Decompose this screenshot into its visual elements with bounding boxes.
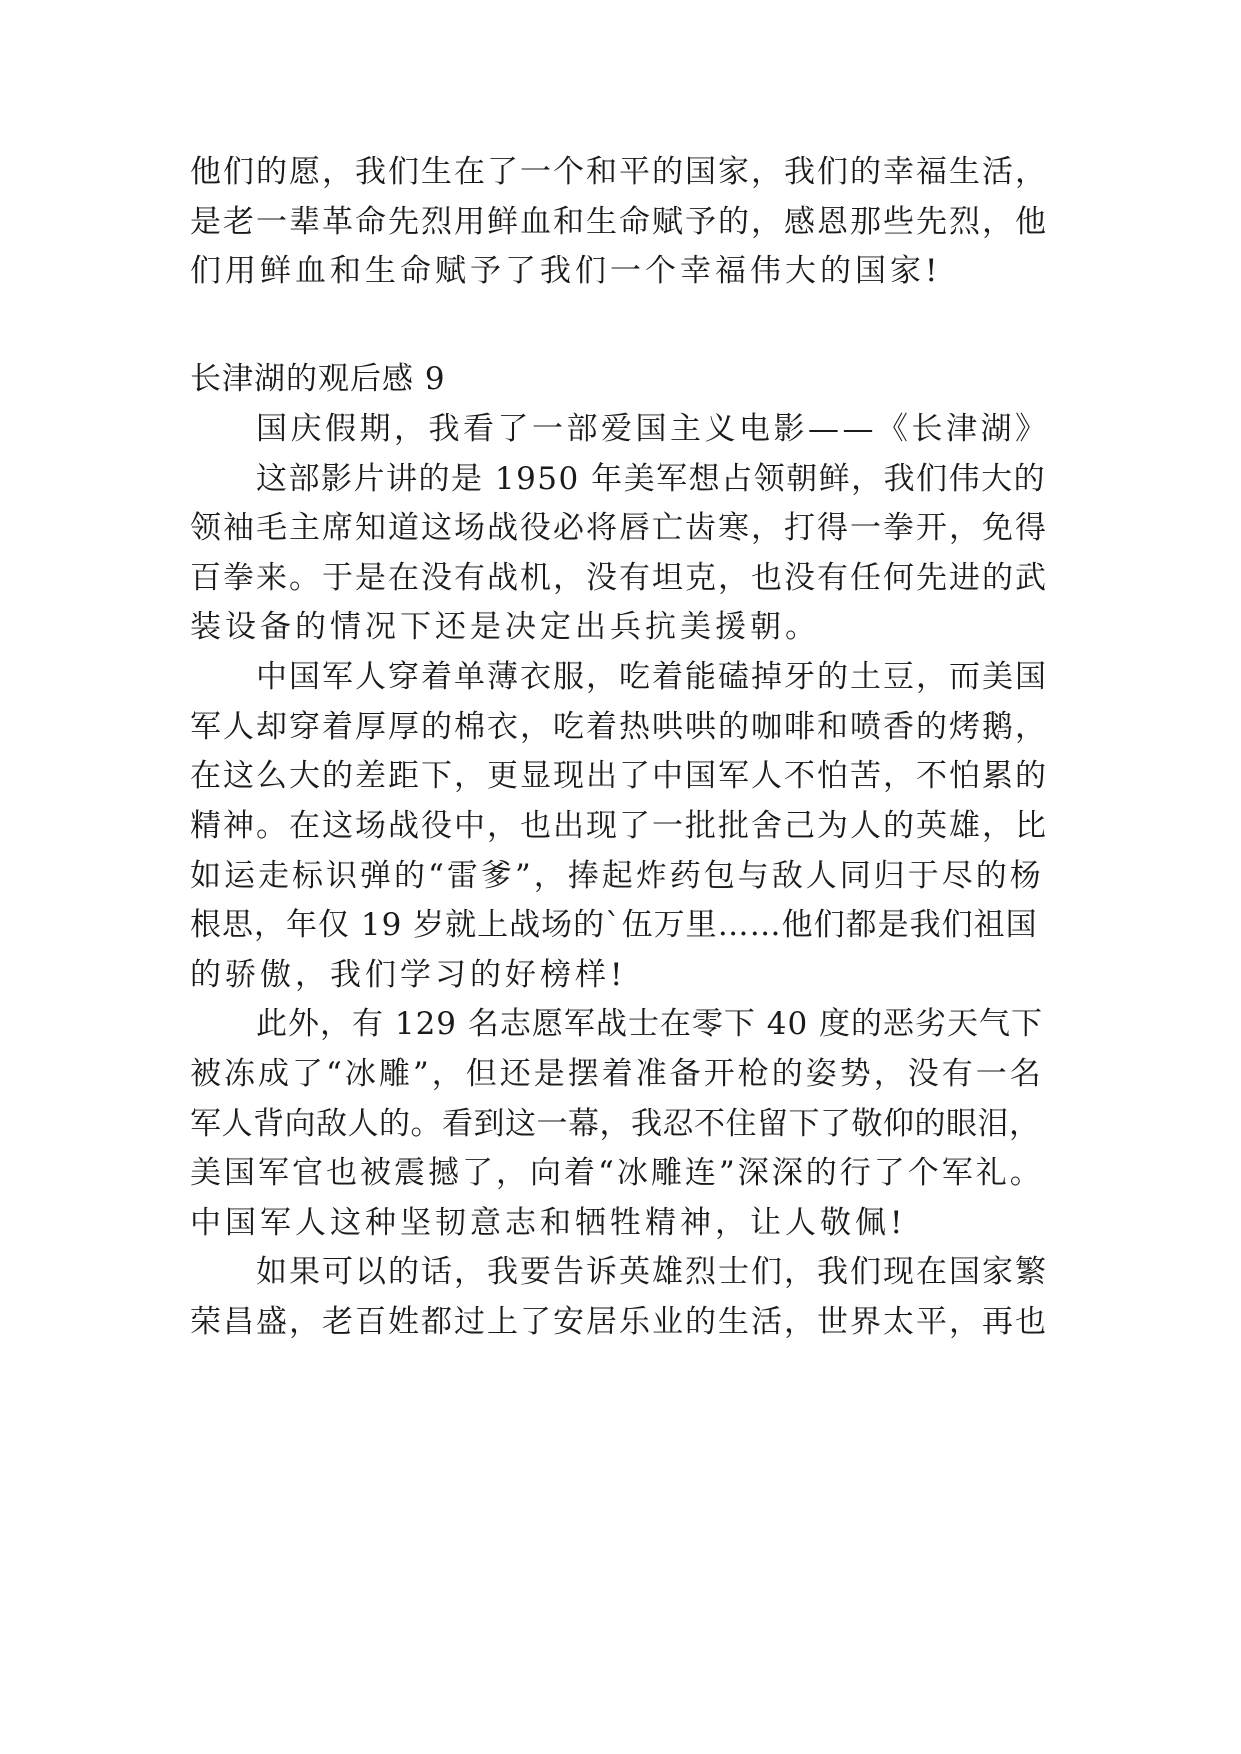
body-line-16: 美国军官也被震撼了，向着“冰雕连”深深的行了个军礼。	[190, 1155, 1044, 1191]
body-line-1: 国庆假期，我看了一部爱国主义电影——《长津湖》	[256, 411, 1050, 447]
body-line-11: 根思，年仅 19 岁就上战场的`伍万里……他们都是我们祖国	[190, 907, 1038, 943]
body-line-9: 精神。在这场战役中，也出现了一批批舍己为人的英雄，比	[190, 808, 1048, 844]
body-line-10: 如运走标识弹的“雷爹”，捧起炸药包与敌人同归于尽的杨	[190, 858, 1044, 894]
body-line-14: 被冻成了“冰雕”，但还是摆着准备开枪的姿势，没有一名	[190, 1056, 1044, 1092]
body-line-3: 领袖毛主席知道这场战役必将唇亡齿寒，打得一拳开，免得	[190, 510, 1048, 546]
body-line-13: 此外，有 129 名志愿军战士在零下 40 度的恶劣天气下	[256, 1006, 1044, 1042]
intro-line-2: 是老一辈革命先烈用鲜血和生命赋予的，感恩那些先烈，他	[190, 204, 1048, 240]
body-line-18: 如果可以的话，我要告诉英雄烈士们，我们现在国家繁	[256, 1254, 1048, 1290]
section-title: 长津湖的观后感 9	[190, 361, 446, 397]
intro-line-1: 他们的愿，我们生在了一个和平的国家，我们的幸福生活，	[190, 154, 1048, 190]
body-line-7: 军人却穿着厚厚的棉衣，吃着热哄哄的咖啡和喷香的烤鹅，	[190, 709, 1048, 745]
body-line-2: 这部影片讲的是 1950 年美军想占领朝鲜，我们伟大的	[256, 461, 1047, 497]
intro-line-3: 们用鲜血和生命赋予了我们一个幸福伟大的国家!	[190, 253, 942, 289]
body-line-15: 军人背向敌人的。看到这一幕，我忍不住留下了敬仰的眼泪，	[190, 1106, 1041, 1142]
body-line-8: 在这么大的差距下，更显现出了中国军人不怕苦，不怕累的	[190, 758, 1048, 794]
body-line-19: 荣昌盛，老百姓都过上了安居乐业的生活，世界太平，再也	[190, 1304, 1048, 1340]
body-line-4: 百拳来。于是在没有战机，没有坦克，也没有任何先进的武	[190, 560, 1048, 596]
body-line-6: 中国军人穿着单薄衣服，吃着能磕掉牙的土豆，而美国	[256, 659, 1048, 695]
body-line-12: 的骄傲，我们学习的好榜样!	[190, 957, 627, 993]
body-line-5: 装设备的情况下还是决定出兵抗美援朝。	[190, 609, 820, 645]
body-line-17: 中国军人这种坚韧意志和牺牲精神，让人敬佩!	[190, 1205, 907, 1241]
